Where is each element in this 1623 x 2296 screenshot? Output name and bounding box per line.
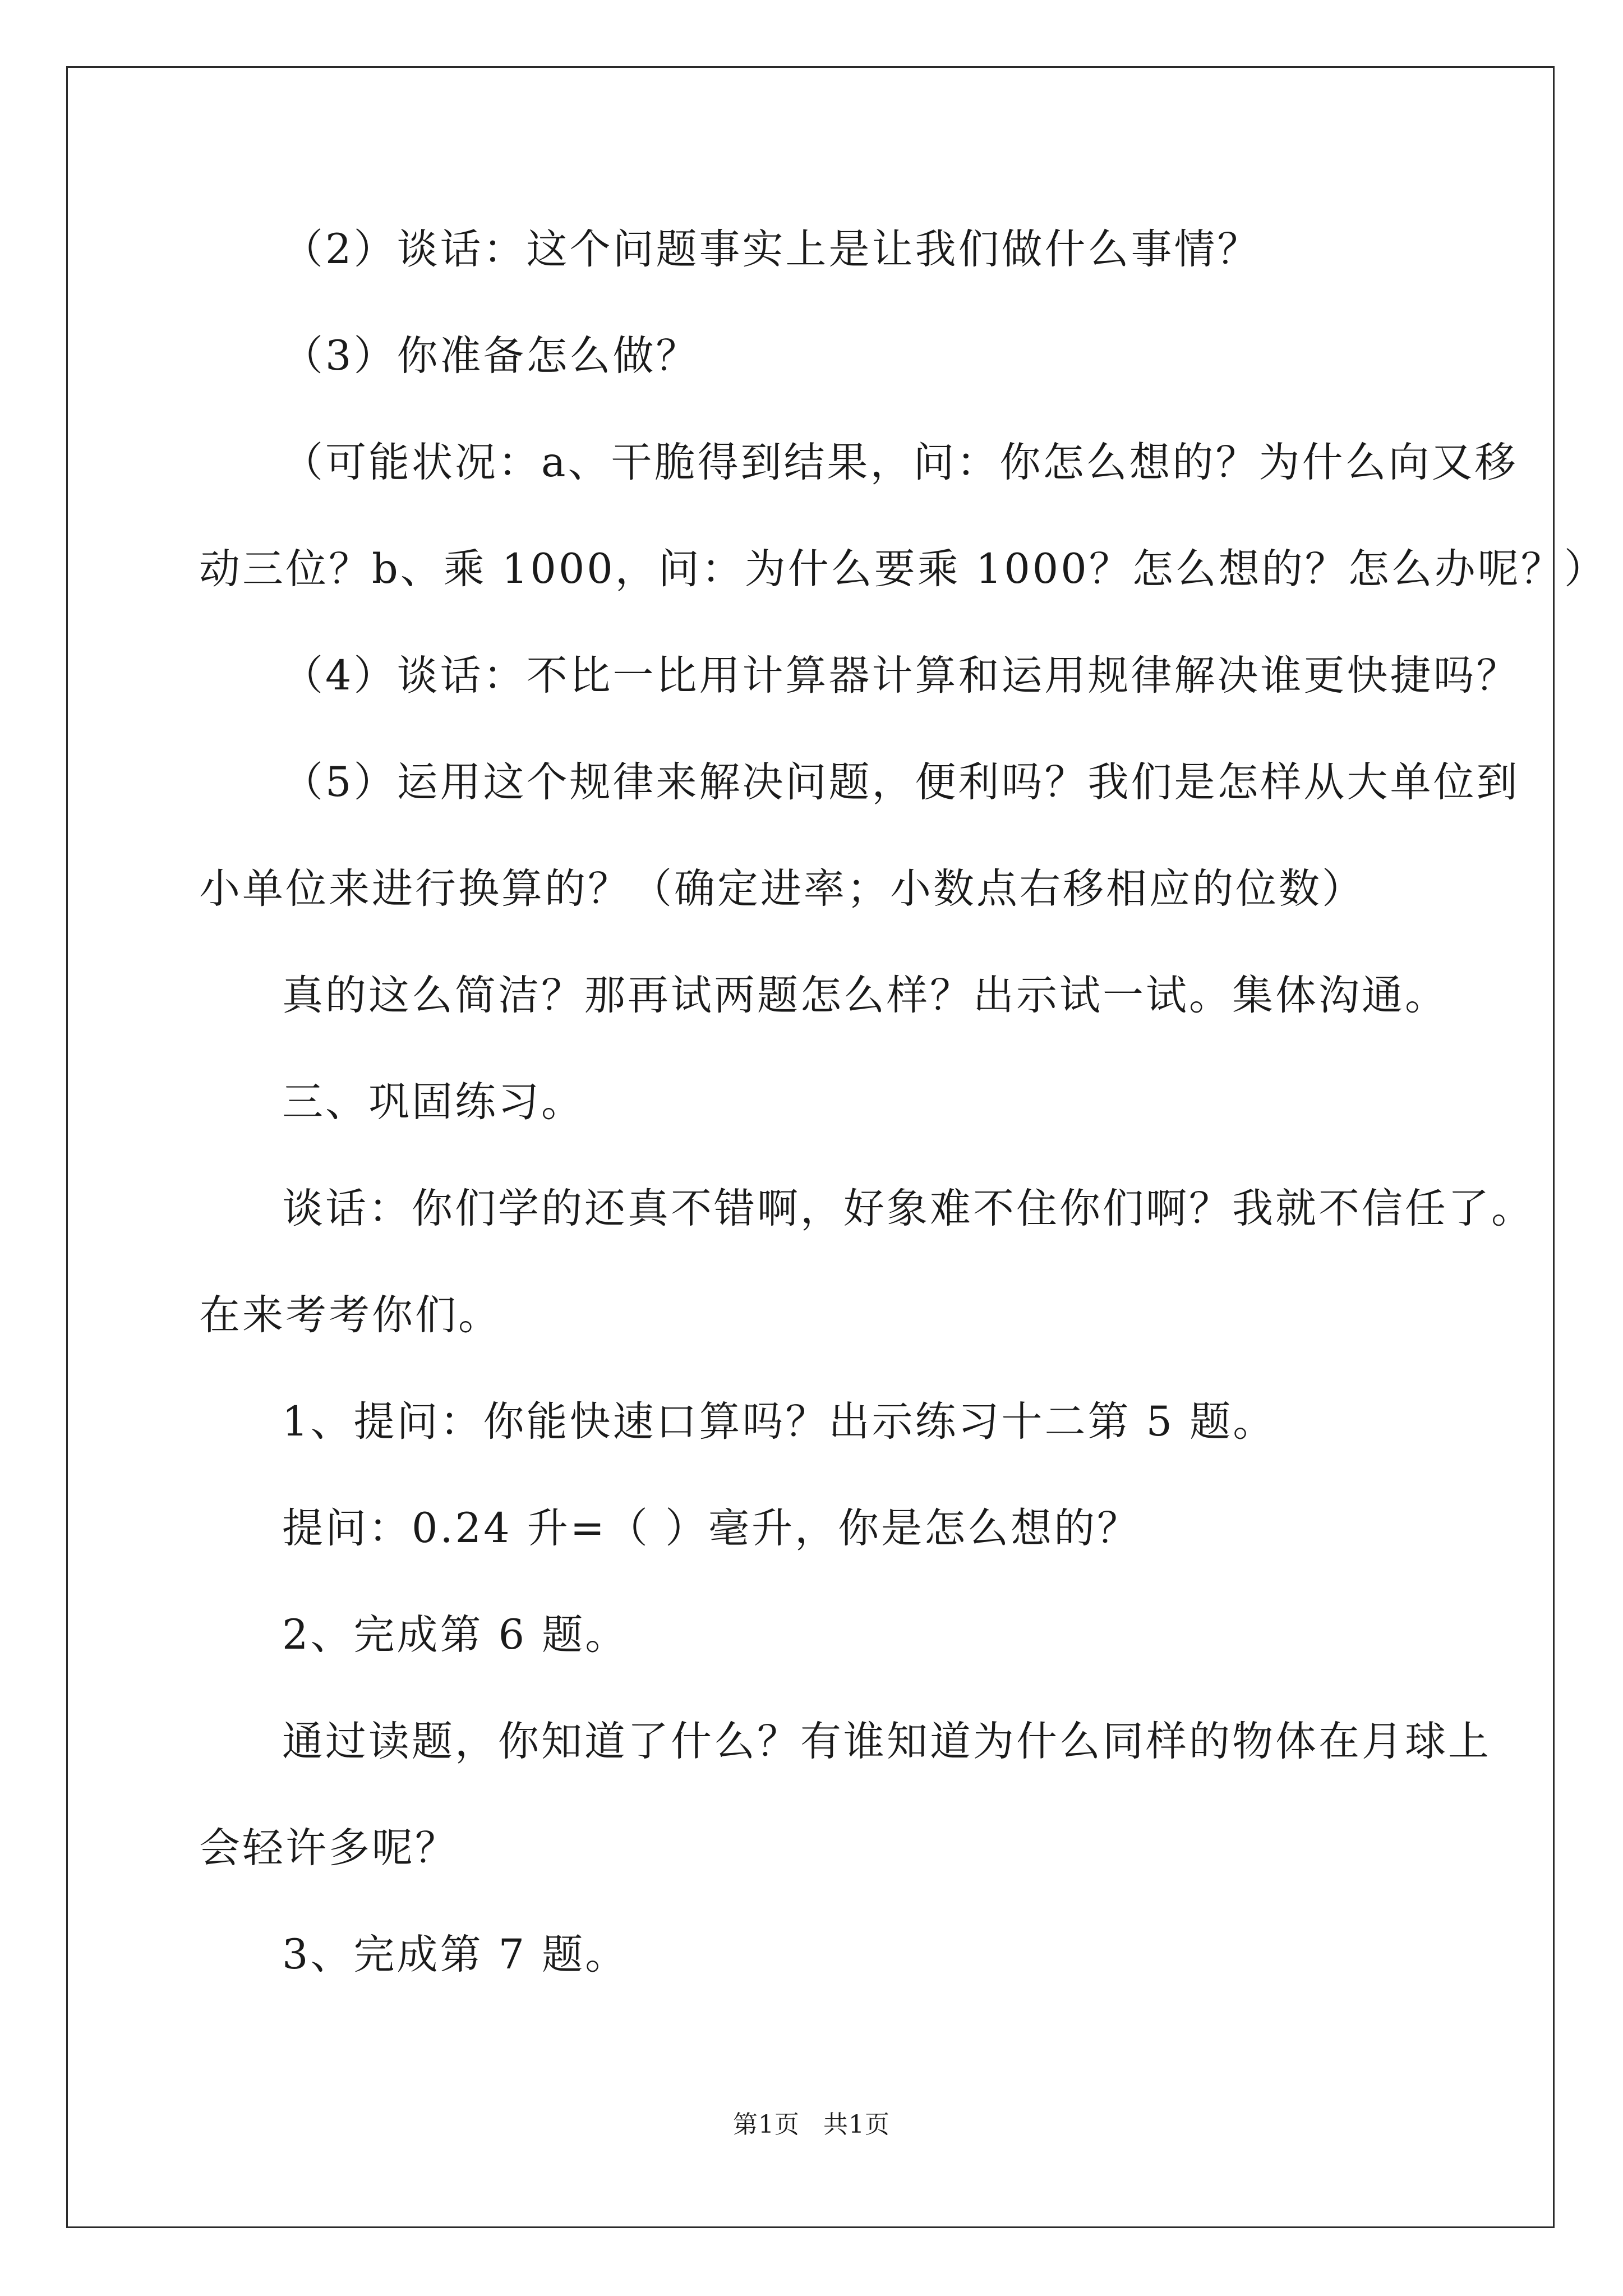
- paragraph-line: （3）你准备怎么做？: [282, 332, 699, 380]
- paragraph-line: 谈话：你们学的还真不错啊，好象难不住你们啊？我就不信任了。: [282, 1185, 1534, 1232]
- page-border: [66, 66, 1555, 2228]
- paragraph-line: 1、提问：你能快速口算吗？出示练习十二第 5 题。: [282, 1398, 1276, 1446]
- paragraph-line: （4）谈话：不比一比用计算器计算和运用规律解决谁更快捷吗？: [282, 652, 1520, 700]
- paragraph-line: 真的这么简洁？那再试两题怎么样？出示试一试。集体沟通。: [282, 972, 1448, 1019]
- paragraph-line: （5）运用这个规律来解决问题，便利吗？我们是怎样从大单位到: [282, 758, 1520, 806]
- paragraph-line: 动三位？b、乘 1000，问：为什么要乘 1000？怎么想的？怎么办呢？）: [199, 545, 1607, 593]
- paragraph-line: 3、完成第 7 题。: [282, 1931, 629, 1978]
- paragraph-line: （可能状况：a、干脆得到结果，问：你怎么想的？为什么向又移: [282, 439, 1518, 486]
- paragraph-line: 2、完成第 6 题。: [282, 1611, 629, 1659]
- paragraph-line: 提问：0.24 升=（ ）毫升，你是怎么想的？: [282, 1504, 1141, 1552]
- page-number: 第1页: [733, 2110, 800, 2139]
- page-footer: [0, 2108, 1623, 2142]
- section-heading: 三、巩固练习。: [282, 1078, 584, 1126]
- paragraph-line: 会轻许多呢？: [199, 1824, 458, 1872]
- paragraph-line: （2）谈话：这个问题事实上是让我们做什么事情？: [282, 226, 1261, 273]
- paragraph-line: 通过读题，你知道了什么？有谁知道为什么同样的物体在月球上: [282, 1718, 1491, 1765]
- paragraph-line: 在来考考你们。: [199, 1291, 501, 1339]
- page-total: 共1页: [823, 2110, 890, 2139]
- paragraph-line: 小单位来进行换算的？（确定进率；小数点右移相应的位数）: [199, 865, 1365, 913]
